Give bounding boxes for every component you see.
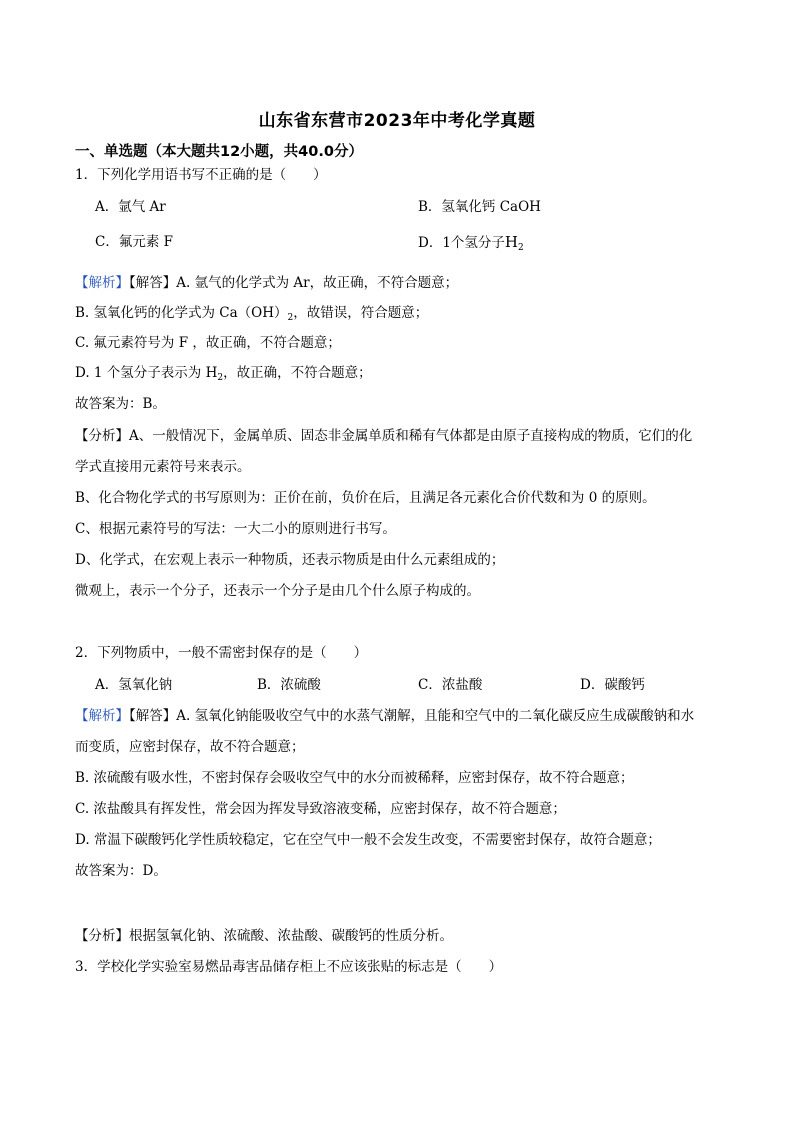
q2-option-c: C．浓盐酸 (418, 677, 483, 693)
q2-option-b: B．浓硫酸 (257, 677, 321, 693)
analysis-tag-2: 【解析】 (75, 708, 129, 724)
q1-option-d-text: D．1个氢分子 (418, 235, 505, 251)
q1-option-b: B．氢氧化钙 CaOH (418, 199, 541, 215)
q1-answer-text-4a: D. 1 个氢分子表示为 H (75, 365, 218, 381)
q1-analysis-line-1: 【分析】A、一般情况下，金属单质、固态非金属单质和稀有气体都是由原子直接构成的物质，它们的化 (75, 428, 693, 444)
q1-option-d (418, 232, 524, 258)
q2-analysis-line-1: 【分析】根据氢氧化钠、浓硫酸、浓盐酸、碳酸钙的性质分析。 (75, 928, 453, 944)
q2-answer-line-2: 而变质，应密封保存，故不符合题意； (75, 739, 305, 755)
q2-answer-line-6: 故答案为：D。 (75, 863, 167, 879)
q1-answer-line-3: C. 氟元素符号为 F ，故正确，不符合题意； (75, 335, 341, 351)
q1-answer-line-2 (75, 303, 428, 328)
q1-option-d-sub: 2 (518, 243, 524, 253)
q1-analysis-line-5: D、化学式，在宏观上表示一种物质，还表示物质是由什么元素组成的； (75, 552, 505, 568)
q2-answer-text-1: 【解答】A. 氢氧化钠能吸收空气中的水蒸气潮解，且能和空气中的二氧化碳反应生成碳酸钠和水 (129, 708, 695, 724)
q1-answer-text-2a: B. 氢氧化钙的化学式为 Ca（OH） (75, 305, 288, 321)
q2-answer-line-3: B. 浓硫酸有吸水性，不密封保存会吸收空气中的水分而被稀释，应密封保存，故不符合题意； (75, 770, 634, 786)
section-heading: 一、单选题（本大题共12小题，共40.0分） (75, 144, 363, 160)
q1-analysis-line-2: 学式直接用元素符号来表示。 (75, 459, 251, 475)
q3-stem: 3．学校化学实验室易燃品毒害品储存柜上不应该张贴的标志是（ ） (75, 959, 503, 975)
q1-option-d-formula: H (504, 233, 519, 251)
q1-answer-text-1: 【解答】A. 氩气的化学式为 Ar，故正确，不符合题意； (129, 275, 459, 291)
q1-stem: 1．下列化学用语书写不正确的是（ ） (75, 167, 327, 183)
q1-analysis-line-3: B、化合物化学式的书写原则为：正价在前，负价在后，且满足各元素化合价代数和为 0 的原则。 (75, 490, 656, 506)
q1-answer-sub-4: 2 (217, 373, 224, 383)
q1-answer-line-4 (75, 363, 372, 388)
q1-analysis-line-6: 微观上，表示一个分子，还表示一个分子是由几个什么原子构成的。 (75, 583, 480, 599)
q2-answer-line-4: C. 浓盐酸具有挥发性，常会因为挥发导致溶液变稀，应密封保存，故不符合题意； (75, 801, 566, 817)
q1-analysis-line-4: C、根据元素符号的写法：一大二小的原则进行书写。 (75, 521, 396, 537)
q2-option-d: D．碳酸钙 (580, 677, 645, 693)
page-title: 山东省东营市2023年中考化学真题 (258, 111, 536, 131)
analysis-tag: 【解析】 (75, 275, 129, 291)
q2-answer-line-5: D. 常温下碳酸钙化学性质较稳定，它在空气中一般不会发生改变，不需要密封保存，故符合题意； (75, 832, 661, 848)
q1-option-a: A．氩气 Ar (95, 199, 166, 215)
q2-stem: 2．下列物质中，一般不需密封保存的是（ ） (75, 645, 368, 661)
q1-answer-line-5: 故答案为：B。 (75, 396, 166, 412)
q1-answer-text-2b: ，故错误，符合题意； (293, 305, 429, 321)
q1-answer-text-4b: ，故正确，不符合题意； (223, 365, 372, 381)
q2-option-a: A．氢氧化钠 (95, 677, 173, 693)
q1-answer-sub-2: 2 (287, 313, 294, 323)
q2-answer-line-1 (75, 706, 694, 726)
q1-answer-line-1 (75, 273, 458, 293)
q1-option-c: C．氟元素 F (95, 234, 173, 250)
